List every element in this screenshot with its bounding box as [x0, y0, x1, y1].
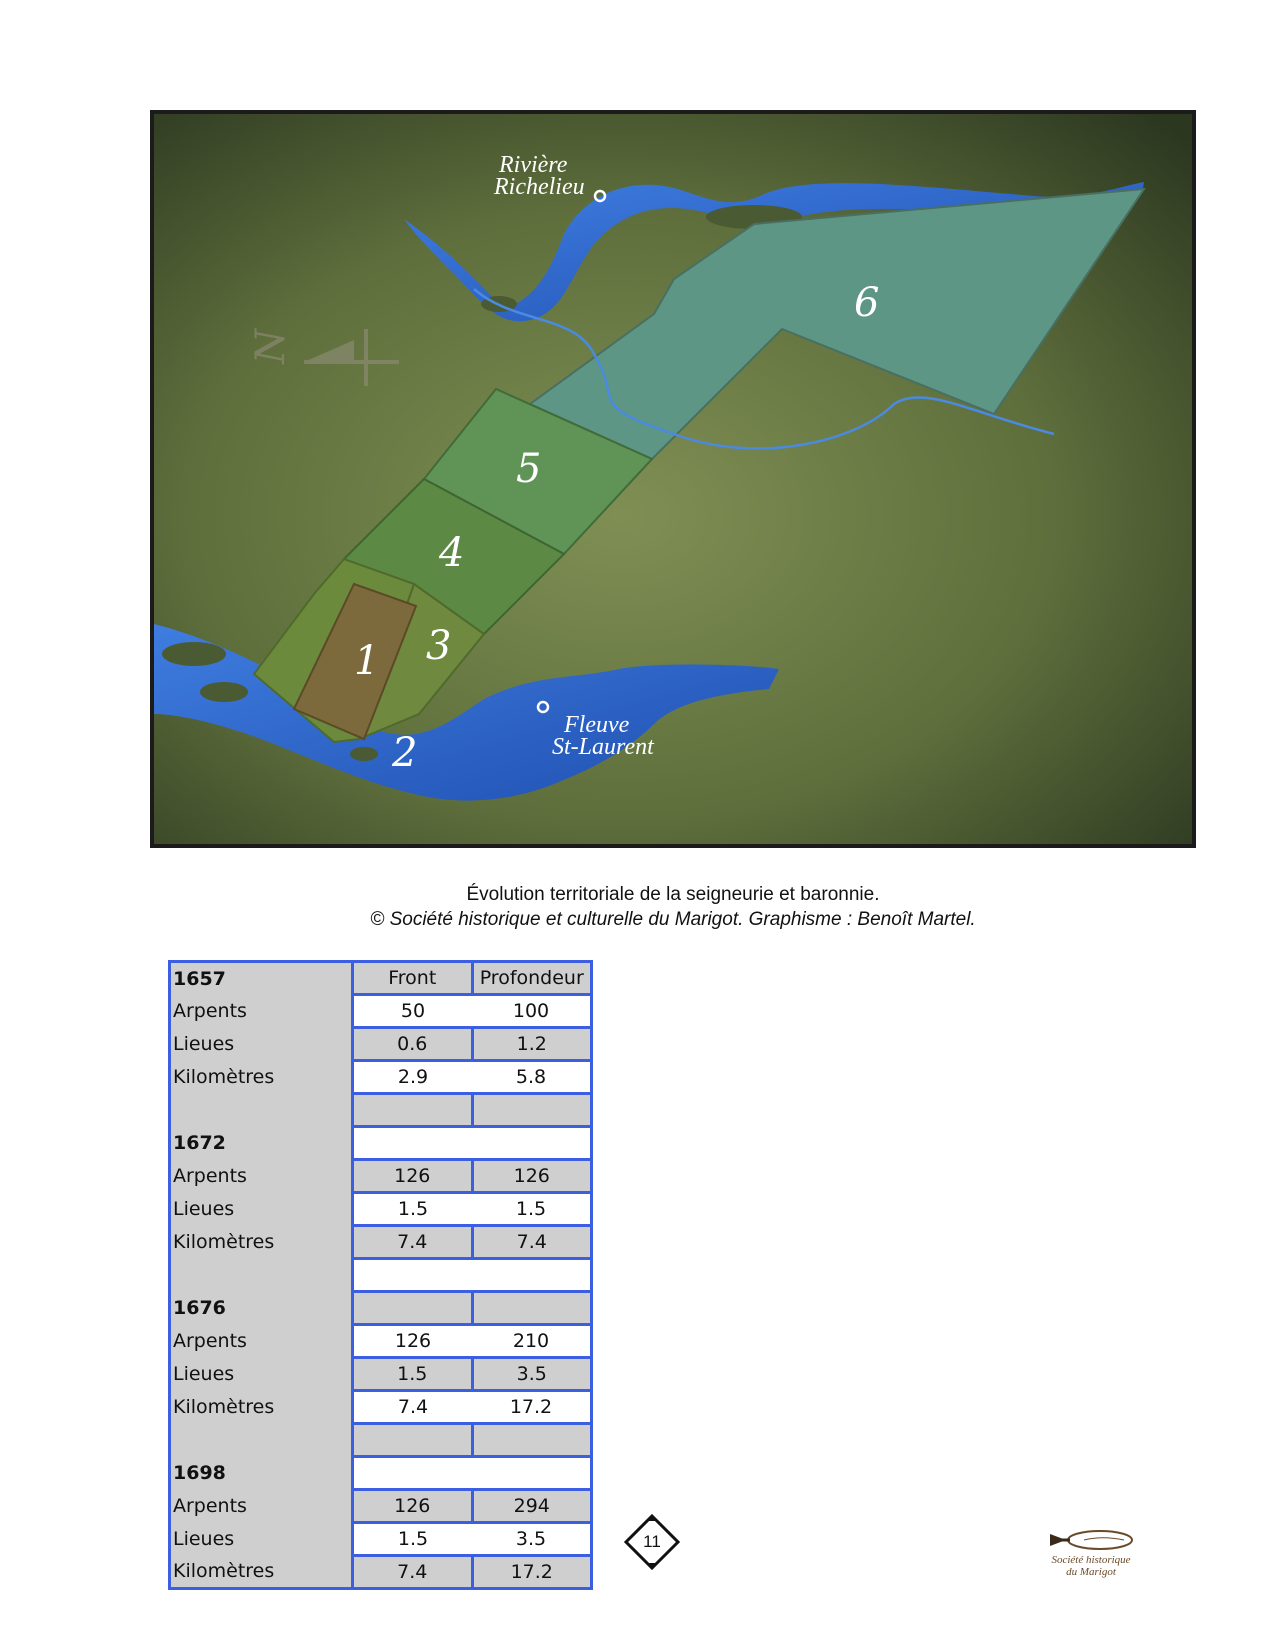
front-value: 50 — [353, 995, 473, 1028]
depth-value: 7.4 — [472, 1226, 592, 1259]
table-row — [170, 1292, 592, 1325]
column-header-front: Front — [353, 962, 473, 995]
depth-value — [472, 1259, 592, 1292]
territorial-map — [150, 110, 1196, 848]
front-value — [353, 1094, 473, 1127]
row-label: Lieues — [170, 1523, 353, 1556]
logo-line-1: Société historique — [1051, 1554, 1131, 1566]
table-row — [170, 1193, 592, 1226]
row-label: Kilomètres — [170, 1391, 353, 1424]
front-value: 1.5 — [353, 1358, 473, 1391]
page-number-badge — [624, 1514, 680, 1570]
parcel-label-5: 5 — [516, 446, 542, 492]
island-st-laurent-2 — [200, 682, 248, 702]
table-row — [170, 1127, 592, 1160]
year-label: 1698 — [170, 1457, 353, 1490]
label-st-laurent: St-Laurent — [552, 734, 654, 760]
front-value: 2.9 — [353, 1061, 473, 1094]
depth-value — [472, 1127, 592, 1160]
row-label — [170, 1259, 353, 1292]
depth-value: 3.5 — [472, 1523, 592, 1556]
parcel-label-3: 3 — [426, 623, 452, 669]
dimensions-table-wrapper — [168, 960, 593, 1583]
figure-caption: Évolution territoriale de la seigneurie et baronnie. — [466, 884, 880, 905]
year-label: 1676 — [170, 1292, 353, 1325]
row-label: Arpents — [170, 1160, 353, 1193]
front-value: 7.4 — [353, 1391, 473, 1424]
depth-value: 1.2 — [472, 1028, 592, 1061]
row-label: Kilomètres — [170, 1226, 353, 1259]
map-canvas — [154, 114, 1192, 844]
parcel-label-2: 2 — [392, 730, 418, 776]
parcel-label-1: 1 — [354, 638, 380, 684]
depth-value — [472, 1292, 592, 1325]
table-row — [170, 1391, 592, 1424]
depth-value: 210 — [472, 1325, 592, 1358]
row-label: Arpents — [170, 1490, 353, 1523]
row-label: Arpents — [170, 1325, 353, 1358]
parcel-label-6: 6 — [854, 280, 880, 326]
row-label: Arpents — [170, 995, 353, 1028]
year-label: 1672 — [170, 1127, 353, 1160]
row-label: Kilomètres — [170, 1061, 353, 1094]
table-row — [170, 1424, 592, 1457]
island-st-laurent-3 — [350, 747, 378, 761]
table-row — [170, 1457, 592, 1490]
depth-value: 5.8 — [472, 1061, 592, 1094]
island-st-laurent-1 — [162, 642, 226, 666]
front-value: 7.4 — [353, 1556, 473, 1589]
depth-value: 17.2 — [472, 1556, 592, 1589]
front-value: 0.6 — [353, 1028, 473, 1061]
front-value: 126 — [353, 1325, 473, 1358]
table-row — [170, 995, 592, 1028]
dimensions-table — [168, 960, 593, 1590]
compass-letter: N — [248, 329, 294, 364]
table-row — [170, 1061, 592, 1094]
row-label — [170, 1094, 353, 1127]
parcel-label-4: 4 — [439, 530, 465, 576]
depth-value — [472, 1094, 592, 1127]
front-value — [353, 1127, 473, 1160]
table-row — [170, 1556, 592, 1589]
column-header-profondeur: Profondeur — [472, 962, 592, 995]
depth-value: 3.5 — [472, 1358, 592, 1391]
table-row — [170, 1490, 592, 1523]
year-label: 1657 — [170, 962, 353, 995]
depth-value: 294 — [472, 1490, 592, 1523]
row-label: Lieues — [170, 1028, 353, 1061]
logo-caption — [1036, 1554, 1146, 1578]
front-value — [353, 1259, 473, 1292]
table-row — [170, 1094, 592, 1127]
front-value: 126 — [353, 1160, 473, 1193]
depth-value: 100 — [472, 995, 592, 1028]
depth-value: 17.2 — [472, 1391, 592, 1424]
row-label: Lieues — [170, 1193, 353, 1226]
table-row — [170, 1226, 592, 1259]
front-value: 1.5 — [353, 1193, 473, 1226]
figure-credit: © Société historique et culturelle du Marigot. Graphisme : Benoît Martel. — [370, 909, 976, 930]
table-row — [170, 1028, 592, 1061]
dimensions-table-body — [170, 962, 592, 1589]
front-value: 1.5 — [353, 1523, 473, 1556]
row-label: Lieues — [170, 1358, 353, 1391]
table-row — [170, 1358, 592, 1391]
table-row — [170, 1325, 592, 1358]
label-riviere: Rivière — [499, 152, 568, 178]
front-value — [353, 1424, 473, 1457]
row-label: Kilomètres — [170, 1556, 353, 1589]
table-row — [170, 1160, 592, 1193]
depth-value: 1.5 — [472, 1193, 592, 1226]
front-value: 7.4 — [353, 1226, 473, 1259]
label-richelieu: Richelieu — [494, 174, 585, 200]
front-value: 126 — [353, 1490, 473, 1523]
depth-value — [472, 1424, 592, 1457]
logo-line-2: du Marigot — [1066, 1566, 1116, 1578]
depth-value: 126 — [472, 1160, 592, 1193]
depth-value — [472, 1457, 592, 1490]
label-fleuve: Fleuve — [564, 712, 630, 738]
table-row — [170, 1523, 592, 1556]
table-header-row — [170, 962, 592, 995]
front-value — [353, 1292, 473, 1325]
page-number: 11 — [643, 1532, 661, 1551]
table-row — [170, 1259, 592, 1292]
row-label — [170, 1424, 353, 1457]
front-value — [353, 1457, 473, 1490]
